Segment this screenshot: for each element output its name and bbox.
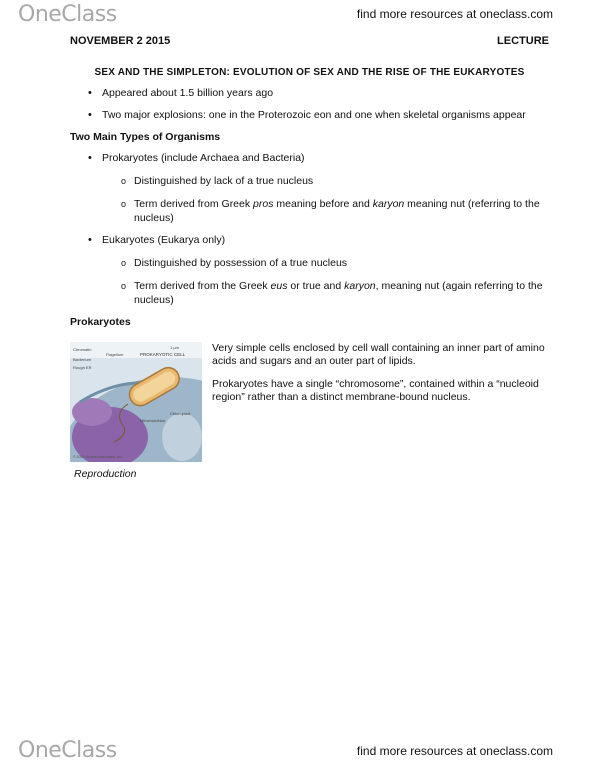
paragraph: Prokaryotes have a single “chromosome”, contained within a “nucleoid region” rather than a distinct membrane-bound nucleus. [212,378,539,403]
organism-types-list [70,152,549,307]
document-page [70,35,549,480]
paragraph: Very simple cells enclosed by cell wall containing an inner part of amino acids and sugars and an outer part of lipids. [212,342,545,367]
figure-label: Chromatin [73,347,92,352]
lecture-title: SEX AND THE SIMPLETON: EVOLUTION OF SEX AND THE RISE OF THE EUKARYOTES [94,67,525,78]
prokaryotes-heading: Prokaryotes [70,316,131,328]
list-item-eukaryotes [70,234,549,307]
figure-label: Flagellum [106,352,124,357]
section-heading: Two Main Types of Organisms [70,131,221,143]
brand-logo: OneClass [18,2,117,27]
figure-label: Bacterium [73,357,92,362]
sub-item: o Distinguished by lack of a true nucleus [102,174,549,188]
intro-list [70,87,549,122]
header-tagline[interactable]: find more resources at oneclass.com [356,7,553,21]
eukaryotes-sublist [102,256,549,307]
lecture-date: NOVEMBER 2 2015 [70,35,171,47]
list-item-label: Eukaryotes (Eukarya only) [102,234,226,246]
figure-label: Chloroplast [170,411,191,416]
list-item-prokaryotes [70,152,549,225]
list-item: • Two major explosions: one in the Proterozoic eon and one when skeletal organisms appear [70,109,549,122]
list-item-label: Prokaryotes (include Archaea and Bacteria) [102,152,305,164]
prokaryotes-sublist [102,174,549,225]
footer-tagline[interactable]: find more resources at oneclass.com [356,744,553,758]
sub-item: o Term derived from the Greek eus or true and karyon, meaning nut (again referring to the nucleus) [102,279,549,307]
lecture-type: LECTURE [497,35,549,47]
figure-credit: © 2002 Sinauer Associates, Inc. [73,455,123,459]
figure-label: Rough ER [73,365,92,370]
figure-label: PROKARYOTIC CELL [140,352,186,357]
sub-item: o Distinguished by possession of a true nucleus [102,256,549,270]
figure-label: Mitochondrion [140,418,166,423]
figure-label: 1 µm [170,345,179,350]
list-item: • Appeared about 1.5 billion years ago [70,87,549,100]
sub-item: o Term derived from Greek pros meaning before and karyon meaning nut (referring to the nucleus) [102,197,549,225]
brand-logo-footer: OneClass [18,738,117,763]
prokaryote-description [212,342,549,462]
header-row [70,35,549,47]
figure-caption: Reproduction [74,468,137,480]
prokaryotic-cell-illustration [70,342,202,462]
prokaryote-figure-row [70,342,549,462]
